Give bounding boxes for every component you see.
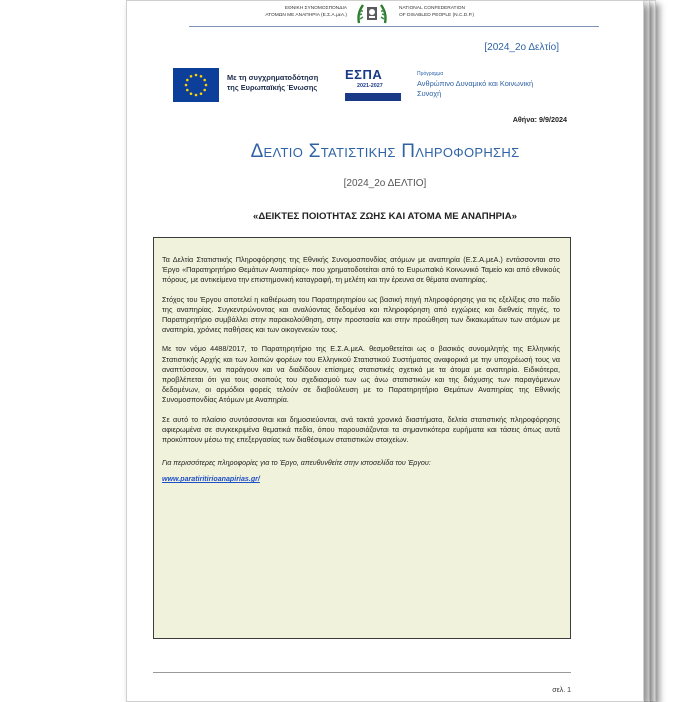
document-subtitle: [2024_2ο ΔΕΛΤΙΟ]	[343, 178, 427, 189]
program-name: Ανθρώπινο Δυναμικό και Κοινωνική Συνοχή	[417, 79, 534, 98]
document-page	[126, 0, 644, 702]
footer-divider	[153, 672, 571, 673]
document-title: Δελτιο Στατιστικησ Πληροφορησησ	[250, 141, 520, 162]
bulletin-tag: [2024_2ο Δελτίο]	[484, 42, 559, 53]
espa-years: 2021-2027	[357, 83, 383, 89]
espa-logo: ΕΣΠΑ	[345, 67, 383, 82]
program-label: Πρόγραμμα	[417, 71, 444, 77]
website-link[interactable]: www.paratiritirioanapirias.gr/	[162, 475, 260, 484]
intro-paragraph-2: Στόχος του Έργου αποτελεί η καθιέρωση του Παρατηρητηρίου ως βασική πηγή πληροφόρησης για τις εξελίξεις στο πεδίο της αναπηρίας. Συγκεντρώνοντας και αναλύοντας δεδομένα και πληροφόρηση από εγχώριες και διεθνείς πηγές, το Παρατηρητήριο συμβάλλει στην παρακολούθηση, στην προστασία και στην προώθηση των δικαιωμάτων των ατόμων με αναπηρία, χρόνιες παθήσεις και των οικογενειών τους.	[162, 294, 560, 335]
contact-text: Για περισσότερες πληροφορίες για το Έργο, απευθυνθείτε στην ιστοσελίδα του Έργου:	[162, 459, 431, 468]
intro-paragraph-4: Σε αυτό το πλαίσιο συντάσσονται και δημοσιεύονται, ανά τακτά χρονικά διαστήματα, δελτία στατιστικής πληροφόρησης αφιερωμένα σε συγκεκριμένα θεματικά πεδία, όπου παρουσιάζονται τα σημαντικότερα ευρήματα και τάσεις όπως αυτά προκύπτουν μέσω της επεξεργασίας των διαθέσιμων στατιστικών στοιχείων.	[162, 414, 560, 445]
header-org-english: NATIONAL CONFEDERATION OF DISABLED PEOPLE (N.C.D.P.)	[399, 6, 475, 18]
espa-logo-bar	[345, 93, 401, 101]
intro-paragraph-1: Τα Δελτία Στατιστικής Πληροφόρησης της Εθνικής Συνομοσπονδίας ατόμων με αναπηρία (Ε.Σ.Α.μεΑ.) εντάσσονται στο Έργο «Παρατηρητήριο Θεμάτων Αναπηρίας» που χρηματοδοτείται από το Ευρωπαϊκό Κοινωνικό Ταμείο και από εθνικούς πόρους, με αντικείμενο την επιστημονική καταγραφή, τη μελέτη και την έρευνα σε θέματα αναπηρίας.	[162, 255, 560, 285]
document-date: Αθήνα: 9/9/2024	[512, 115, 567, 124]
esamea-emblem-icon	[353, 1, 391, 25]
header-divider	[189, 26, 599, 27]
header-org-greek: ΕΘΝΙΚΗ ΣΥΝΟΜΟΣΠΟΝΔΙΑ ΑΤΟΜΩΝ ΜΕ ΑΝΑΠΗΡΙΑ (Ε.Σ.Α.μεΑ.)	[265, 6, 347, 18]
document-topic: «ΔΕΙΚΤΕΣ ΠΟΙΟΤΗΤΑΣ ΖΩΗΣ ΚΑΙ ΑΤΟΜΑ ΜΕ ΑΝΑΠΗΡΙΑ»	[253, 211, 517, 222]
intro-paragraph-3: Με τον νόμο 4488/2017, το Παρατηρητήριο της Ε.Σ.Α.μεΑ. θεσμοθετείται ως ο βασικός συνομιλητής της Ελληνικής Στατιστικής Αρχής και των λοιπών φορέων του Ελληνικού Στατιστικού Συστήματος αναφορικά με την υποχρέωσή τους να αναπτύσσουν, να παράγουν και να διαδίδουν επίσημες στατιστικές σχετικά με τα άτομα με αναπηρία. Ειδικότερα, προβλέπεται ότι για τους σκοπούς του σχεδιασμού των ως άνω στατιστικών και της διάχυσης των παραγόμενων δεδομένων, οι αρμόδιοι φορείς τελούν σε διαβούλευση με το Παρατηρητήριο Θεμάτων Αναπηρίας της Εθνικής Συνομοσπονδίας Ατόμων με Αναπηρία.	[162, 344, 560, 405]
page-number: σελ. 1	[552, 687, 571, 694]
eu-cofunding-text: Με τη συγχρηματοδότηση της Ευρωπαϊκής Ένωσης	[227, 73, 319, 92]
eu-flag-icon	[173, 68, 219, 102]
intro-box	[153, 237, 571, 639]
